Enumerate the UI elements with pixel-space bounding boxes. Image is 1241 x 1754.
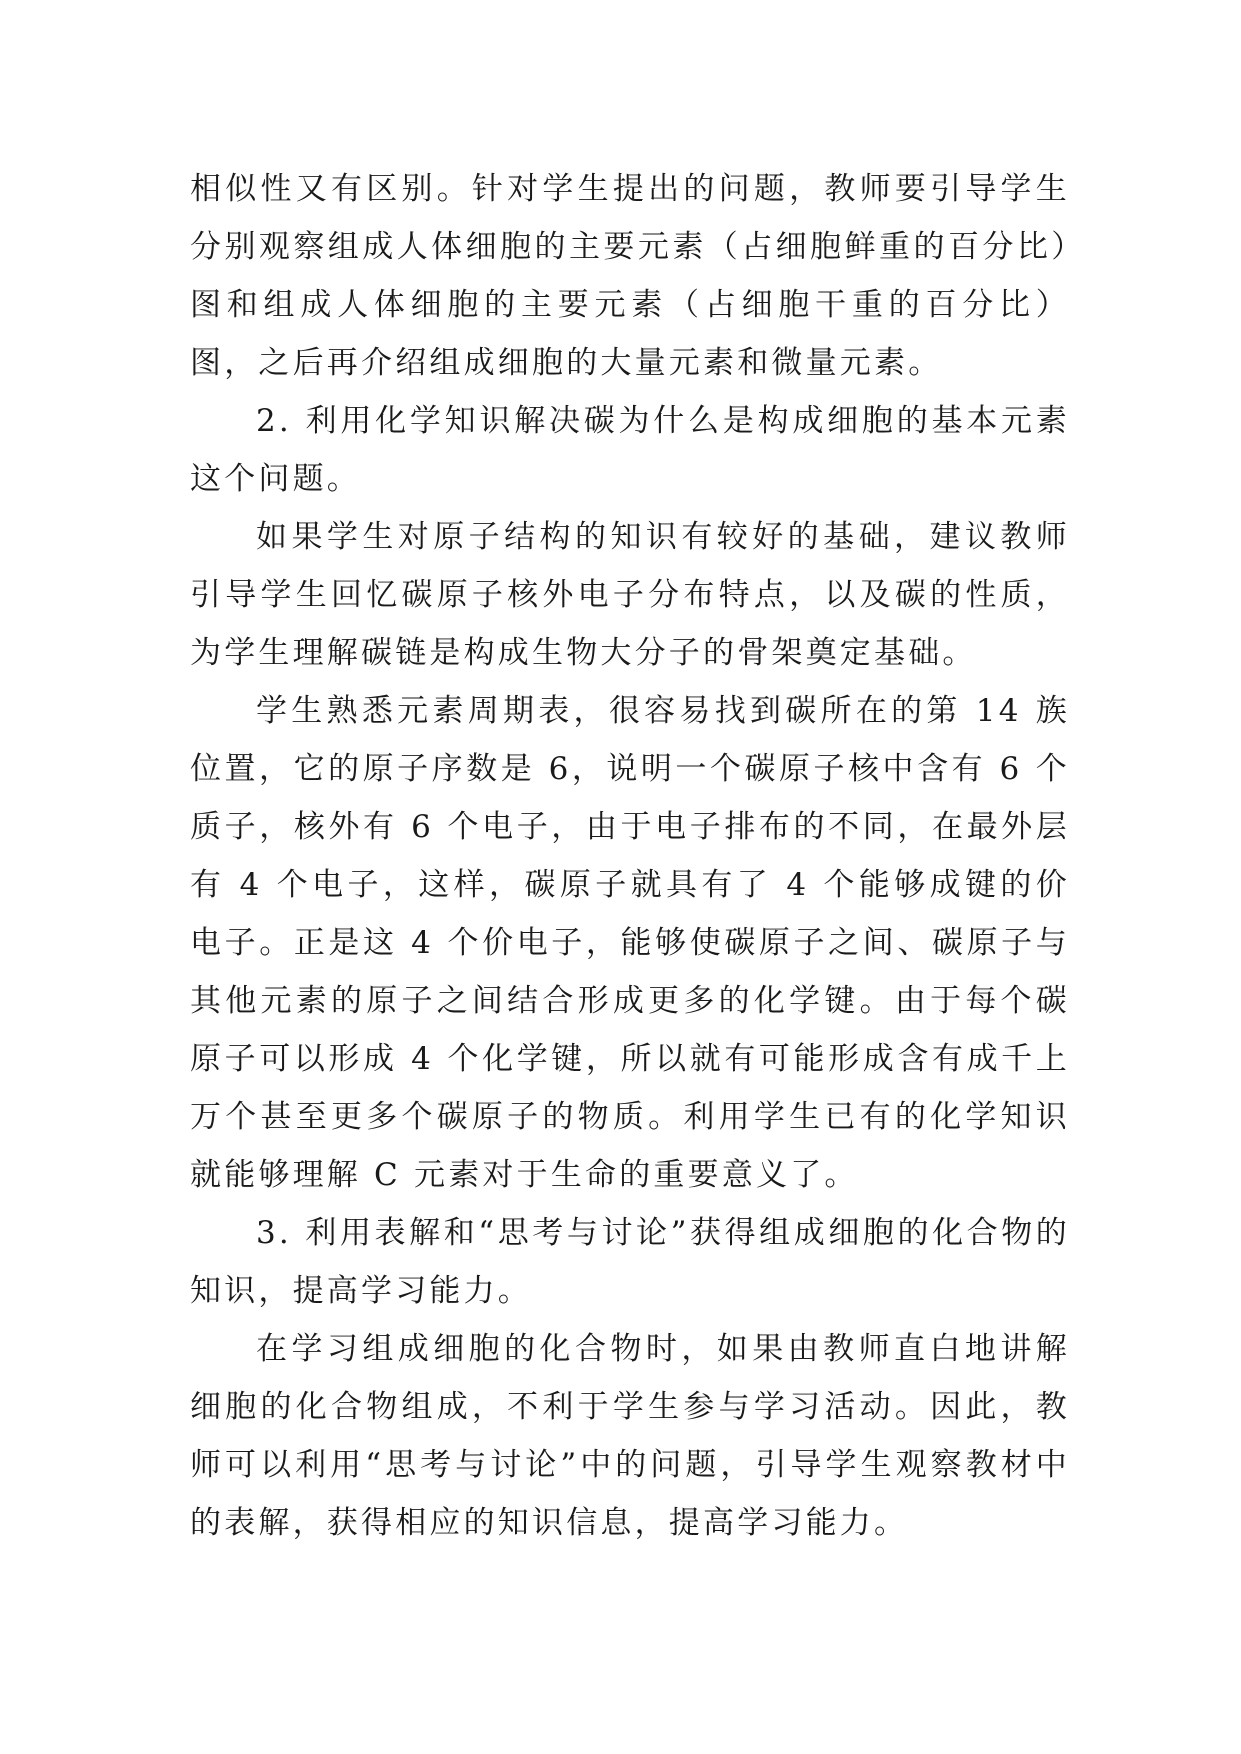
body-text: [190, 160, 1070, 1552]
paragraph-heading-3: 3. 利用表解和“思考与讨论”获得组成细胞的化合物的知识，提高学习能力。: [190, 1215, 1070, 1309]
paragraph: 学生熟悉元素周期表，很容易找到碳所在的第 14 族位置，它的原子序数是 6，说明一个碳原子核中含有 6 个质子，核外有 6 个电子，由于电子排布的不同，在最外层有 4 个电子，这样，碳原子就具有了 4 个能够成键的价电子。正是这 4 个价电子，能够使碳原子之间、碳原子与其他元素的原子之间结合形成更多的化学键。由于每个碳原子可以形成 4 个化学键，所以就有可能形成含有成千上万个甚至更多个碳原子的物质。利用学生已有的化学知识就能够理解 C 元素对于生命的重要意义了。: [190, 693, 1070, 1193]
paragraph: 在学习组成细胞的化合物时，如果由教师直白地讲解细胞的化合物组成，不利于学生参与学习活动。因此，教师可以利用“思考与讨论”中的问题，引导学生观察教材中的表解，获得相应的知识信息，提高学习能力。: [190, 1331, 1070, 1541]
paragraph-continuation: 相似性又有区别。针对学生提出的问题，教师要引导学生分别观察组成人体细胞的主要元素（占细胞鲜重的百分比）图和组成人体细胞的主要元素（占细胞干重的百分比）图，之后再介绍组成细胞的大量元素和微量元素。: [190, 171, 1070, 381]
paragraph: 如果学生对原子结构的知识有较好的基础，建议教师引导学生回忆碳原子核外电子分布特点，以及碳的性质，为学生理解碳链是构成生物大分子的骨架奠定基础。: [190, 519, 1070, 671]
paragraph-heading-2: 2. 利用化学知识解决碳为什么是构成细胞的基本元素这个问题。: [190, 403, 1070, 497]
